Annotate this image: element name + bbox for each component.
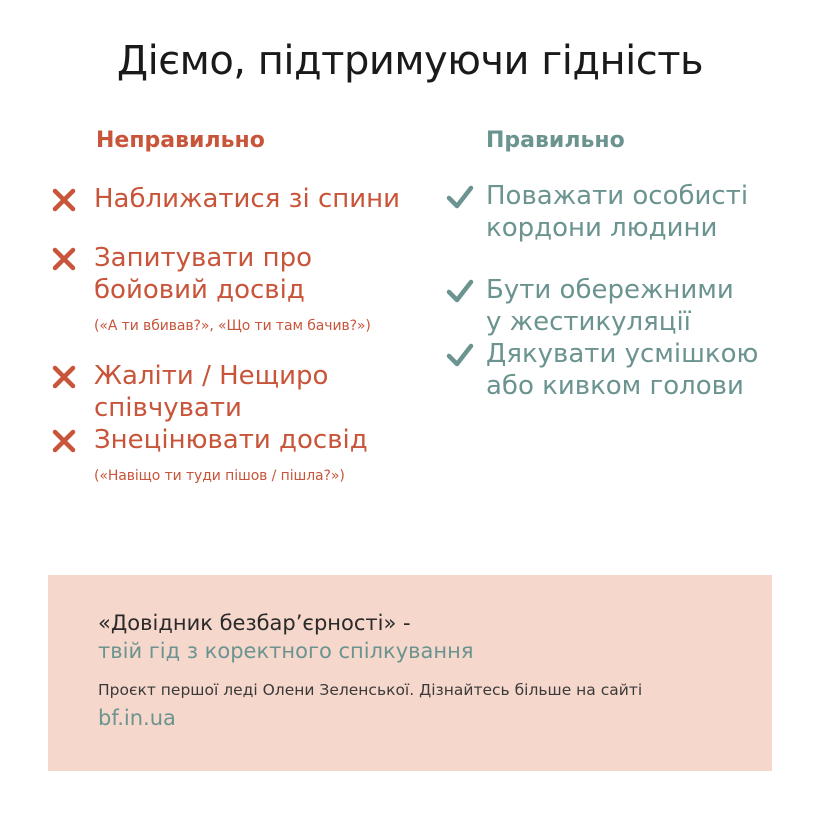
cross-icon <box>48 184 80 216</box>
footer-subtitle: твій гід з коректного спілкування <box>98 639 474 663</box>
right-item-text: Дякувати усмішкою або кивком голови <box>486 339 759 401</box>
cross-icon <box>48 243 80 275</box>
wrong-item <box>48 360 438 424</box>
right-item <box>446 274 786 338</box>
wrong-item <box>48 424 438 484</box>
right-item <box>446 180 786 244</box>
wrong-item <box>48 183 438 216</box>
wrong-item <box>48 242 438 334</box>
wrong-item-text: Знецінювати досвід <box>94 425 368 455</box>
check-icon <box>446 339 474 371</box>
footer-site-link[interactable]: bf.in.ua <box>98 706 176 730</box>
right-column <box>446 128 786 402</box>
wrong-item-text: Жаліти / Нещиро співчувати <box>94 361 329 423</box>
footer-project-text: Проєкт першої леді Олени Зеленської. Дізнайтесь більше на сайті <box>98 681 643 699</box>
wrong-column <box>48 128 438 484</box>
cross-icon <box>48 361 80 393</box>
footer-title: «Довідник безбар’єрності» - <box>98 611 411 635</box>
wrong-item-text: Запитувати про бойовий досвід <box>94 243 313 305</box>
wrong-heading: Неправильно <box>96 128 265 153</box>
check-icon <box>446 181 474 213</box>
check-icon <box>446 275 474 307</box>
wrong-item-note: («Навіщо ти туди пішов / пішла?») <box>94 468 345 484</box>
footer-box <box>48 575 772 771</box>
right-item-text: Поважати особисті кордони людини <box>486 181 749 243</box>
right-item-text: Бути обережними у жестикуляції <box>486 275 734 337</box>
wrong-item-text: Наближатися зі спини <box>94 184 401 214</box>
page-title: Діємо, підтримуючи гідність <box>116 38 704 84</box>
right-item <box>446 338 786 402</box>
cross-icon <box>48 425 80 457</box>
right-heading: Правильно <box>486 128 625 153</box>
wrong-item-note: («А ти вбивав?», «Що ти там бачив?») <box>94 318 371 334</box>
